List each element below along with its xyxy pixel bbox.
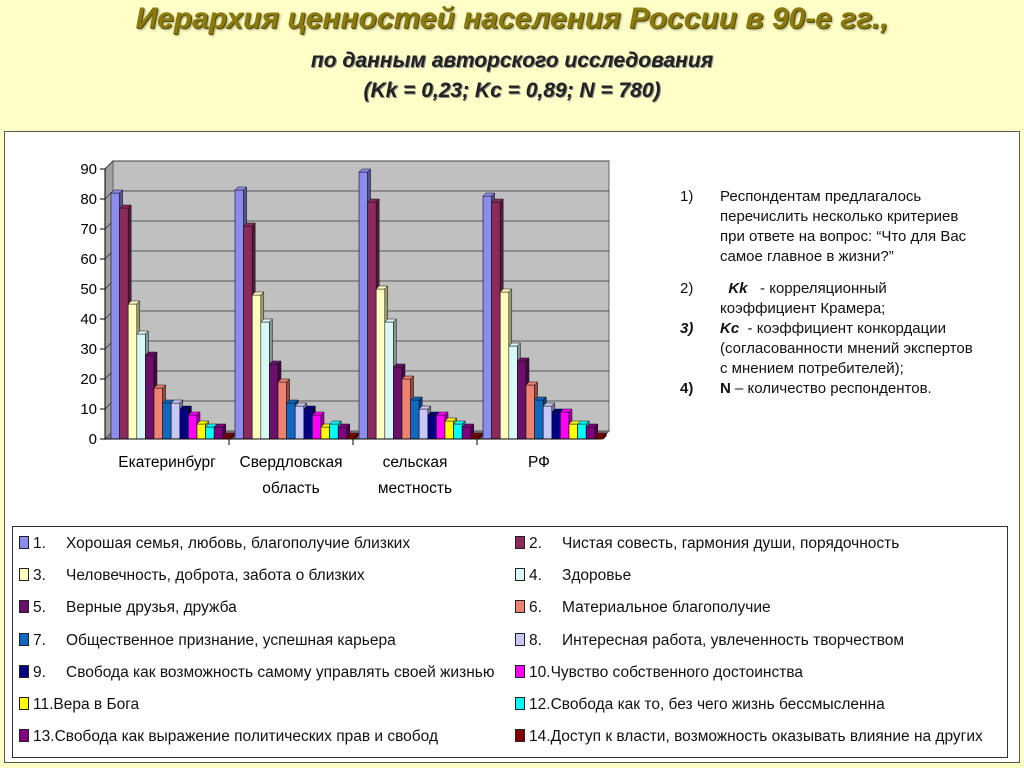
legend-label: Чистая совесть, гармония души, порядочность xyxy=(562,535,900,552)
bar xyxy=(517,361,526,439)
legend-swatch xyxy=(515,665,525,678)
chart-title: Иерархия ценностей населения России в 90-е гг., xyxy=(135,2,889,35)
x-tick-label: Свердловская xyxy=(239,454,343,471)
footnote-description: - коэффициент конкордации (согласованности мнений экспертов с мнением потребителей); xyxy=(720,320,973,377)
legend-swatch xyxy=(515,600,525,613)
legend-item xyxy=(19,566,365,586)
bar xyxy=(368,202,377,439)
bar xyxy=(560,412,569,439)
bar xyxy=(128,304,137,439)
legend-number: 14. xyxy=(529,728,551,746)
footnote-text xyxy=(720,319,980,379)
legend-item xyxy=(19,727,438,747)
bar xyxy=(445,421,454,439)
legend-number: 12. xyxy=(529,696,551,713)
y-tick-label: 60 xyxy=(80,251,97,268)
bar xyxy=(376,289,385,439)
bar xyxy=(321,427,330,439)
bar xyxy=(509,346,518,439)
bar xyxy=(428,415,437,439)
bar xyxy=(304,409,313,439)
footnote-3 xyxy=(680,319,980,379)
bar xyxy=(206,427,215,439)
legend-swatch xyxy=(19,600,29,613)
footnote-2 xyxy=(680,279,980,319)
bar xyxy=(535,400,544,439)
bar xyxy=(120,208,129,439)
bar xyxy=(402,379,411,439)
footnotes xyxy=(680,187,980,399)
legend-swatch xyxy=(19,729,29,742)
bar xyxy=(454,424,463,439)
legend-label: Хорошая семья, любовь, благополучие близких xyxy=(66,535,411,552)
legend-swatch xyxy=(515,697,525,710)
x-tick-label: область xyxy=(262,480,320,497)
legend-swatch xyxy=(515,729,525,742)
legend-number: 8. xyxy=(529,631,542,649)
y-tick-label: 20 xyxy=(80,371,97,388)
bar xyxy=(188,415,197,439)
legend-label: Вера в Бога xyxy=(53,696,140,713)
legend-label: Свобода как выражение политических прав и свобод xyxy=(54,728,438,746)
legend-item xyxy=(515,566,631,586)
bar xyxy=(552,412,561,439)
bar xyxy=(269,364,278,439)
legend-number: 1. xyxy=(33,535,46,552)
footnote-1 xyxy=(680,187,980,267)
bar xyxy=(235,190,244,439)
bar xyxy=(312,415,321,439)
legend-number: 5. xyxy=(33,599,46,617)
y-tick-label: 80 xyxy=(80,191,97,208)
bar xyxy=(569,424,578,439)
legend-item xyxy=(19,663,494,683)
footnote-text xyxy=(720,279,980,319)
bar xyxy=(359,172,368,439)
legend-label: Общественное признание, успешная карьера xyxy=(66,631,396,649)
bar xyxy=(244,226,253,439)
legend-swatch xyxy=(19,633,29,646)
legend-item xyxy=(515,631,904,651)
legend-label: Доступ к власти, возможность оказывать влияние на других xyxy=(550,728,983,746)
x-tick-label: Екатеринбург xyxy=(118,454,216,471)
x-tick-label: РФ xyxy=(528,454,550,471)
bar xyxy=(214,427,223,439)
bar xyxy=(261,322,270,439)
footnote-term: Kc xyxy=(720,320,740,337)
x-tick-label: сельская xyxy=(382,454,448,471)
bar xyxy=(492,202,501,439)
legend-item xyxy=(515,534,899,554)
bar xyxy=(411,400,420,439)
y-tick-label: 30 xyxy=(80,341,97,358)
bar xyxy=(295,406,304,439)
y-tick-label: 40 xyxy=(80,311,97,328)
bar xyxy=(111,193,120,439)
legend-swatch xyxy=(19,697,29,710)
bar xyxy=(252,295,261,439)
legend-number: 13. xyxy=(33,728,55,746)
bar xyxy=(145,355,154,439)
chart-legend xyxy=(12,526,1008,758)
footnote-term: Kk xyxy=(728,280,748,297)
legend-number: 2. xyxy=(529,535,542,552)
legend-item xyxy=(19,534,410,554)
legend-number: 11. xyxy=(33,696,54,713)
legend-number: 4. xyxy=(529,567,542,585)
bar xyxy=(586,427,595,439)
bar xyxy=(278,382,287,439)
bar xyxy=(171,403,180,439)
legend-swatch xyxy=(19,536,29,549)
bar xyxy=(385,322,394,439)
legend-item xyxy=(19,695,139,715)
legend-label: Свобода как то, без чего жизнь бессмысленна xyxy=(550,696,885,713)
legend-item xyxy=(19,631,396,651)
footnote-number: 4) xyxy=(680,380,694,397)
bar xyxy=(137,334,146,439)
bar xyxy=(500,292,509,439)
bar xyxy=(197,424,206,439)
legend-item xyxy=(515,695,885,715)
legend-number: 3. xyxy=(33,567,46,585)
legend-swatch xyxy=(19,568,29,581)
footnote-text xyxy=(720,379,980,399)
legend-label: Здоровье xyxy=(562,567,632,585)
bar xyxy=(330,424,339,439)
chart-subtitle: по данным авторского исследования xyxy=(310,49,714,72)
bar xyxy=(287,403,296,439)
chart-coefficients: (Kk = 0,23; Kc = 0,89; N = 780) xyxy=(363,79,661,102)
bar xyxy=(338,427,347,439)
footnote-number: 2) xyxy=(680,280,694,297)
bar xyxy=(180,409,189,439)
legend-label: Человечность, доброта, забота о близких xyxy=(66,567,365,585)
legend-swatch xyxy=(515,633,525,646)
legend-label: Интересная работа, увлеченность творчеством xyxy=(562,631,905,649)
footnote-text: Респондентам предлагалось перечислить несколько критериев при ответе на вопрос: “Что для Вас самое главное в жизни?” xyxy=(720,188,967,265)
legend-number: 7. xyxy=(33,631,46,649)
legend-number: 9. xyxy=(33,663,46,681)
footnote-term: N xyxy=(720,380,731,397)
y-tick-label: 90 xyxy=(80,161,97,178)
y-tick-label: 0 xyxy=(88,431,97,448)
bar xyxy=(526,385,535,439)
legend-item xyxy=(515,663,803,683)
legend-swatch xyxy=(515,536,525,549)
legend-swatch xyxy=(19,665,29,678)
legend-item xyxy=(19,598,237,618)
legend-number: 10. xyxy=(529,663,551,681)
legend-label: Материальное благополучие xyxy=(562,599,771,617)
bar xyxy=(543,406,552,439)
y-tick-label: 10 xyxy=(80,401,97,418)
legend-item xyxy=(515,598,771,618)
footnote-description: – количество респондентов. xyxy=(735,380,932,397)
footnote-description: - корреляционный коэффициент Крамера; xyxy=(720,280,887,317)
bar xyxy=(154,388,163,439)
y-tick-label: 50 xyxy=(80,281,97,298)
bar xyxy=(163,403,172,439)
footnote-number: 1) xyxy=(680,188,694,205)
legend-label: Верные друзья, дружба xyxy=(66,599,237,617)
bar xyxy=(483,196,492,439)
footnote-4 xyxy=(680,379,980,399)
legend-swatch xyxy=(515,568,525,581)
x-tick-label: местность xyxy=(377,480,453,497)
legend-number: 6. xyxy=(529,599,542,617)
legend-item xyxy=(515,727,983,747)
footnote-number: 3) xyxy=(680,320,694,337)
legend-label: Свобода как возможность самому управлять своей жизнью xyxy=(66,663,495,681)
bar xyxy=(578,424,587,439)
bar xyxy=(393,367,402,439)
legend-label: Чувство собственного достоинства xyxy=(550,663,804,681)
y-tick-label: 70 xyxy=(80,221,97,238)
bar xyxy=(462,427,471,439)
bar xyxy=(419,409,428,439)
bar xyxy=(436,415,445,439)
title-block xyxy=(0,0,1024,106)
